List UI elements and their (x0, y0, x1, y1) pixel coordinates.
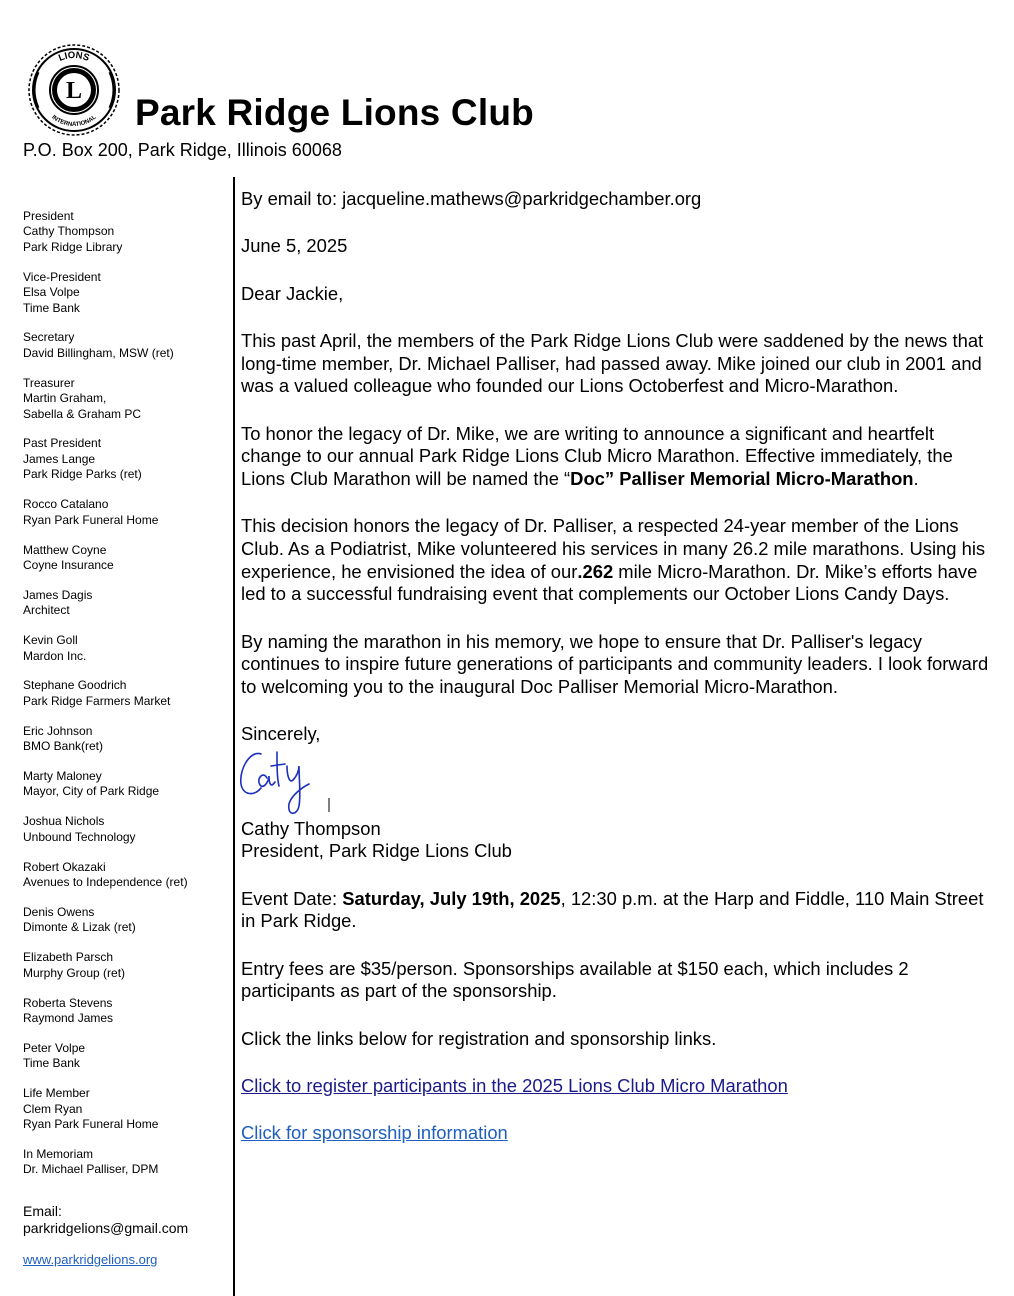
signer-title: President, Park Ridge Lions Club (241, 840, 512, 862)
member-detail: Elsa Volpe (23, 285, 80, 300)
sidebar-member (23, 497, 228, 528)
sidebar-member (23, 996, 228, 1027)
member-detail: Mardon Inc. (23, 648, 87, 663)
website-link[interactable]: www.parkridgelions.org (23, 1251, 158, 1267)
letter-date: June 5, 2025 (241, 235, 348, 257)
member-heading: Matthew Coyne (23, 542, 107, 557)
letterhead (0, 0, 1014, 170)
member-heading: Secretary (23, 330, 75, 345)
recipient-line: By email to: jacqueline.mathews@parkridgechamber.org (241, 188, 702, 209)
register-link[interactable]: Click to register participants in the 2025 Lions Club Micro Marathon (241, 1075, 788, 1097)
sidebar-member (23, 950, 228, 981)
member-detail: Dr. Michael Palliser, DPM (23, 1162, 159, 1177)
member-detail: Murphy Group (ret) (23, 965, 126, 980)
sidebar-member (23, 209, 228, 255)
letter-body (241, 188, 996, 1170)
handwritten-signature (241, 740, 996, 818)
paragraph-2: To honor the legacy of Dr. Mike, we are writing to announce a significant and heartfelt change to our annual Park Ridge Lions Club Micro Marathon. Effective immediately, the Lions Club Marathon will be named the “Doc” Palliser Memorial Micro-Marathon. (241, 422, 953, 489)
sidebar-member (23, 678, 228, 709)
sidebar-member (23, 633, 228, 664)
member-heading: Stephane Goodrich (23, 678, 127, 693)
sidebar-member (23, 270, 228, 316)
email-address: parkridgelions@gmail.com (23, 1219, 189, 1236)
member-detail: Coyne Insurance (23, 557, 114, 572)
sidebar-member (23, 376, 228, 422)
closing: Sincerely, (241, 723, 321, 745)
member-heading: Robert Okazaki (23, 859, 106, 874)
club-name: Park Ridge Lions Club (135, 92, 534, 133)
member-detail: Raymond James (23, 1011, 114, 1026)
sidebar-member (23, 436, 228, 482)
member-detail: Time Bank (23, 300, 80, 315)
sponsorship-link[interactable]: Click for sponsorship information (241, 1122, 508, 1144)
member-detail: James Lange (23, 451, 96, 466)
salutation: Dear Jackie, (241, 282, 344, 304)
sidebar-member (23, 1147, 228, 1178)
paragraph-4: By naming the marathon in his memory, we hope to ensure that Dr. Palliser's legacy continues to inspire future generations of participants and community leaders. I look forward to welcoming you to the inaugural Doc Palliser Memorial Micro-Marathon. (241, 630, 989, 697)
member-heading: Treasurer (23, 375, 75, 390)
member-heading: Life Member (23, 1086, 90, 1101)
logo-top-text: LIONS (57, 49, 91, 64)
member-heading: Elizabeth Parsch (23, 950, 114, 965)
member-heading: Rocco Catalano (23, 497, 109, 512)
logo-bottom-text: INTERNATIONAL (50, 114, 98, 128)
sidebar-member (23, 1086, 228, 1132)
member-detail: Dimonte & Lizak (ret) (23, 920, 136, 935)
club-address: P.O. Box 200, Park Ridge, Illinois 60068 (23, 140, 342, 160)
member-detail: Architect (23, 603, 70, 618)
sidebar-member (23, 330, 228, 361)
marathon-name: Doc” Palliser Memorial Micro-Marathon (570, 467, 914, 489)
member-heading: Past President (23, 436, 102, 451)
signer-name: Cathy Thompson (241, 817, 381, 839)
member-detail: David Billingham, MSW (ret) (23, 345, 174, 360)
member-list (23, 209, 228, 1178)
sidebar-member (23, 905, 228, 936)
distance-value: .262 (577, 560, 614, 582)
member-detail: Sabella & Graham PC (23, 406, 142, 421)
member-detail: Cathy Thompson (23, 224, 115, 239)
member-heading: Marty Maloney (23, 769, 102, 784)
links-intro: Click the links below for registration and sponsorship links. (241, 1027, 717, 1049)
event-details: Event Date: Saturday, July 19th, 2025, 12:30 p.m. at the Harp and Fiddle, 110 Main Street in Park Ridge. (241, 887, 984, 932)
member-detail: Park Ridge Farmers Market (23, 693, 171, 708)
sidebar-member (23, 543, 228, 574)
sidebar-member (23, 860, 228, 891)
lions-international-logo (26, 42, 122, 138)
sidebar-member (23, 724, 228, 755)
sidebar-member (23, 588, 228, 619)
member-detail: Martin Graham, (23, 391, 107, 406)
email-label: Email: (23, 1202, 62, 1219)
member-detail: Park Ridge Library (23, 239, 123, 254)
member-heading: Joshua Nichols (23, 814, 105, 829)
member-detail: BMO Bank(ret) (23, 739, 104, 754)
member-detail: Clem Ryan (23, 1101, 83, 1116)
member-heading: President (23, 209, 74, 223)
sidebar-member (23, 1041, 228, 1072)
member-heading: Denis Owens (23, 905, 95, 919)
member-heading: Peter Volpe (23, 1040, 86, 1055)
member-heading: Roberta Stevens (23, 995, 113, 1010)
member-detail: Park Ridge Parks (ret) (23, 467, 142, 482)
member-heading: Kevin Goll (23, 633, 78, 648)
sidebar-member (23, 769, 228, 800)
member-detail: Time Bank (23, 1056, 80, 1071)
sidebar-member (23, 814, 228, 845)
member-detail: Unbound Technology (23, 829, 136, 844)
member-heading: James Dagis (23, 587, 93, 602)
paragraph-1: This past April, the members of the Park Ridge Lions Club were saddened by the news that long-time member, Dr. Michael Palliser, had passed away. Mike joined our club in 2001 and was a valued colleague who founded our Lions Octoberfest and Micro-Marathon. (241, 330, 984, 397)
officers-sidebar (23, 209, 228, 1268)
member-heading: In Memoriam (23, 1146, 94, 1161)
member-detail: Ryan Park Funeral Home (23, 512, 159, 527)
event-date: Saturday, July 19th, 2025 (342, 887, 561, 909)
member-heading: Vice-President (23, 269, 101, 284)
contact-block (23, 1203, 228, 1268)
member-heading: Eric Johnson (23, 723, 93, 738)
column-divider (233, 177, 235, 1296)
member-detail: Avenues to Independence (ret) (23, 875, 188, 890)
member-detail: Ryan Park Funeral Home (23, 1117, 159, 1132)
fees-paragraph: Entry fees are $35/person. Sponsorships available at $150 each, which includes 2 participants as part of the sponsorship. (241, 957, 909, 1002)
paragraph-3: This decision honors the legacy of Dr. Palliser, a respected 24-year member of the Lions Club. As a Podiatrist, Mike volunteered his services in many 26.2 mile marathons. Using his experience, he envisioned the idea of our.262 mile Micro-Marathon. Dr. Mike’s efforts have led to a successful fundraising event that complements our October Lions Candy Days. (241, 515, 986, 605)
member-detail: Mayor, City of Park Ridge (23, 784, 160, 799)
logo-letter: L (65, 78, 83, 104)
